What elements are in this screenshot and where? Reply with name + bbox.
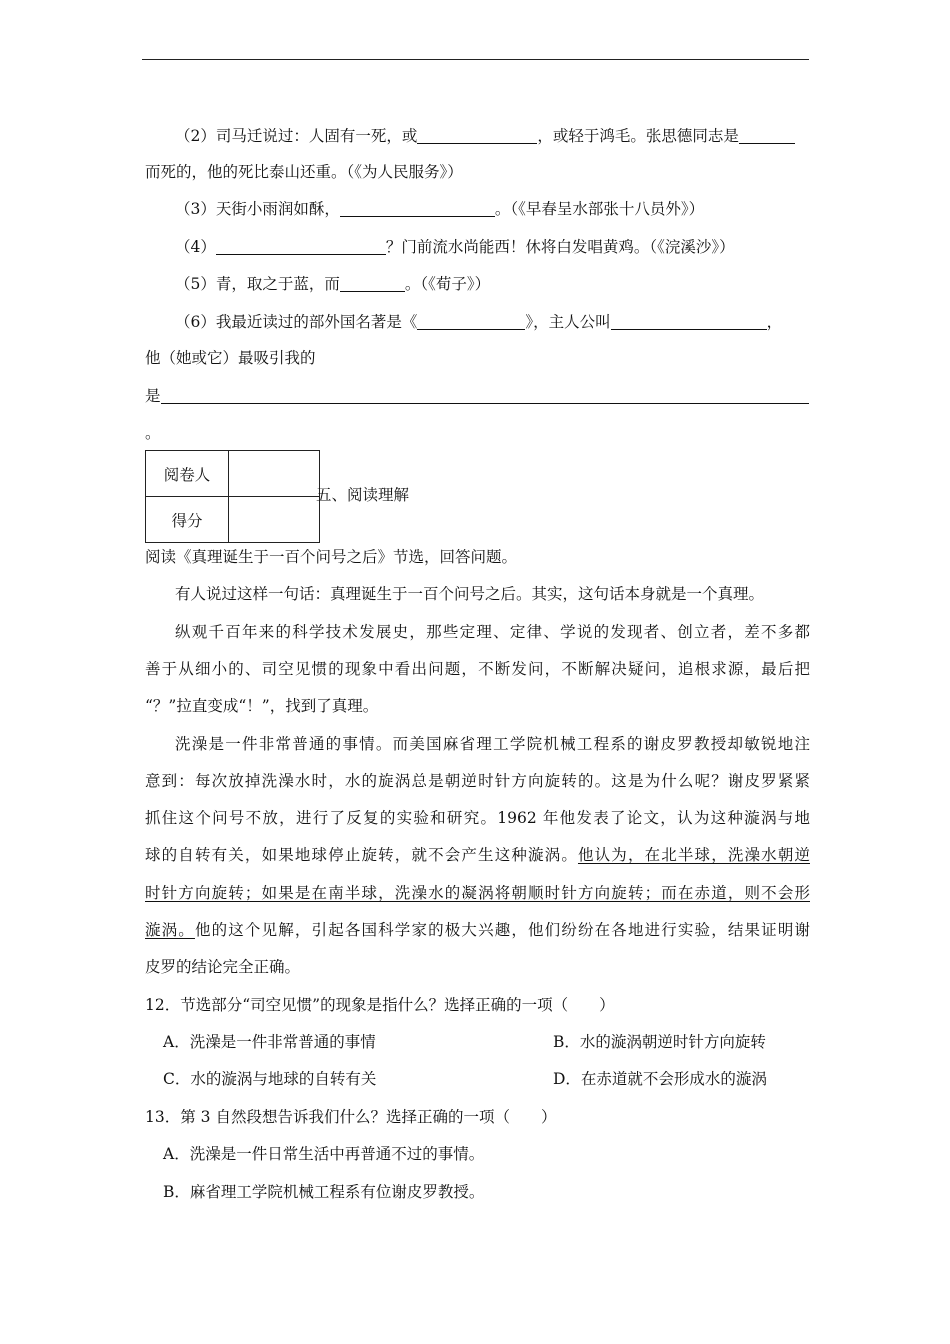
q5-line (175, 272, 810, 296)
reviewer-cell[interactable] (229, 451, 320, 497)
question-13: 13．第 3 自然段想告诉我们什么？选择正确的一项（ ） (145, 1108, 557, 1126)
underlined-sentence-part-2: 时针方向旋转；如果是在南半球，洗澡水的凝涡将朝顺时针方向旋转；而在赤道，则不会形 (145, 884, 810, 902)
paragraph-3-text-2: 他的这个见解，引起各国科学家的极大兴趣，他们纷纷在各地进行实验，结果证明谢 (194, 921, 810, 939)
q6-text-a: （6）我最近读过的部外国名著是《 (175, 313, 418, 331)
underlined-sentence-part-3: 漩涡。 (145, 921, 195, 939)
paragraph-3-line-6 (145, 918, 810, 942)
q13-option-b[interactable]: B．麻省理工学院机械工程系有位谢皮罗教授。 (163, 1183, 485, 1201)
q2-text-b: ，或轻于鸿毛。张思德同志是 (537, 127, 739, 145)
score-box (145, 450, 320, 543)
paragraph-2-line-3: “？”拉直变成“！”，找到了真理。 (145, 697, 379, 715)
q2-line-1 (175, 124, 810, 148)
reading-intro: 阅读《真理诞生于一百个问号之后》节选，回答问题。 (145, 548, 518, 566)
q6-line-2: 他（她或它）最吸引我的 (145, 349, 316, 367)
paragraph-1: 有人说过这样一句话：真理诞生于一百个问号之后。其实，这句话本身就是一个真理。 (175, 585, 765, 603)
q13-option-a[interactable]: A．洗澡是一件日常生活中再普通不过的事情。 (163, 1145, 485, 1163)
q6-text-b: 》，主人公叫 (525, 313, 611, 331)
q6-line-3 (145, 384, 810, 408)
q3-line (175, 197, 810, 221)
paragraph-3-text: 球的自转有关，如果地球停止旋转，就不会产生这种漩涡。 (145, 846, 578, 864)
q5-blank[interactable] (340, 274, 405, 292)
paragraph-2-line-2: 善于从细小的、司空见惯的现象中看出问题，不断发问，不断解决疑问，追根求源，最后把 (145, 660, 810, 678)
q5-text-b: 。（《荀子》） (404, 275, 491, 293)
paragraph-3-line-4 (145, 843, 810, 867)
underlined-sentence-part-1: 他认为，在北半球，洗澡水朝逆 (577, 846, 810, 864)
score-label: 得分 (146, 497, 229, 543)
reviewer-label: 阅卷人 (146, 451, 229, 497)
q2-blank-1[interactable] (417, 126, 537, 144)
header-rule (142, 59, 809, 60)
q3-blank[interactable] (340, 199, 495, 217)
paragraph-3-line-5 (145, 881, 810, 905)
q6-line-1 (175, 310, 810, 334)
paragraph-3-line-7: 皮罗的结论完全正确。 (145, 958, 301, 976)
q4-text-b: ？门前流水尚能西！休将白发唱黄鸡。（《浣溪沙》） (385, 238, 735, 256)
paragraph-3-line-2: 意到：每次放掉洗澡水时，水的旋涡总是朝逆时针方向旋转的。这是为什么呢？谢皮罗紧紧 (145, 772, 810, 790)
q6-blank-hero[interactable] (611, 312, 767, 330)
section-title: 五、阅读理解 (316, 486, 410, 504)
paragraph-3-line-1: 洗澡是一件非常普通的事情。而美国麻省理工学院机械工程系的谢皮罗教授却敏锐地注 (175, 735, 810, 753)
q3-text-a: （3）天街小雨润如酥， (175, 200, 340, 218)
q4-text-a: （4） (175, 238, 216, 256)
q3-text-b: 。（《早春呈水部张十八员外》） (494, 200, 705, 218)
q12-option-c[interactable]: C．水的漩涡与地球的自转有关 (163, 1070, 377, 1088)
q6-text-c: ， (766, 313, 783, 331)
q6-end: 。 (145, 424, 161, 442)
question-12: 12．节选部分“司空见惯”的现象是指什么？选择正确的一项（ ） (145, 996, 615, 1014)
q2-text-a: （2）司马迁说过：人固有一死，或 (175, 127, 418, 145)
q12-option-a[interactable]: A．洗澡是一件非常普通的事情 (163, 1033, 376, 1051)
q2-blank-2[interactable] (739, 126, 795, 144)
q12-option-d[interactable]: D．在赤道就不会形成水的漩涡 (553, 1070, 767, 1088)
q12-option-b[interactable]: B．水的漩涡朝逆时针方向旋转 (553, 1033, 766, 1051)
q4-blank[interactable] (216, 237, 386, 255)
q6-text-e: 是 (145, 387, 161, 405)
score-cell[interactable] (229, 497, 320, 543)
q2-line-2: 而死的，他的死比泰山还重。（《为人民服务》） (145, 163, 463, 181)
q6-blank-reason[interactable] (161, 386, 809, 404)
q4-line (175, 235, 810, 259)
paragraph-2-line-1: 纵观千百年来的科学技术发展史，那些定理、定律、学说的发现者、创立者，差不多都 (175, 623, 810, 641)
q5-text-a: （5）青，取之于蓝，而 (175, 275, 340, 293)
paragraph-3-line-3: 抓住这个问号不放，进行了反复的实验和研究。1962 年他发表了论文，认为这种漩涡与地 (145, 809, 810, 827)
q6-blank-book[interactable] (417, 312, 525, 330)
